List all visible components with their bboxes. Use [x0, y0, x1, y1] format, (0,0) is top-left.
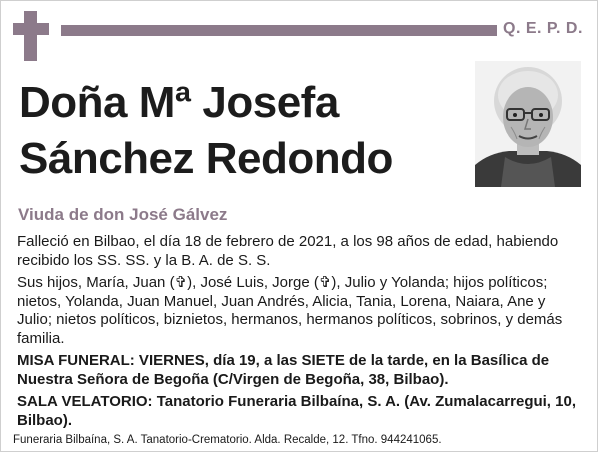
qepd-label: Q. E. P. D. [503, 20, 583, 37]
widow-subtitle: Viuda de don José Gálvez [18, 205, 228, 224]
wake-room-info: SALA VELATORIO: Tanatorio Funeraria Bilbaína, S. A. (Av. Zumalacarregui, 10, Bilbao). [17, 393, 576, 429]
death-announcement: Falleció en Bilbao, el día 18 de febrero de 2021, a los 98 años de edad, habiendo recibido los SS. SS. y la B. A. de S. S. [17, 233, 559, 269]
family-list: Sus hijos, María, Juan (✞), José Luis, Jorge (✞), Julio y Yolanda; hijos políticos; nietos, Yolanda, Juan Manuel, Juan Andrés, Alicia, Tania, Lorena, Naiara, Ane y Julio; nietos políticos, biznietos, hermanos, hermanos políticos, sobrinos, y demás familia. [17, 274, 563, 347]
deceased-name-line1: Doña Mª Josefa [19, 78, 339, 127]
funeral-home-footer: Funeraria Bilbaína, S. A. Tanatorio-Crematorio. Alda. Recalde, 12. Tfno. 944241065. [13, 434, 442, 446]
deceased-name [19, 75, 459, 187]
deceased-name-line2: Sánchez Redondo [19, 134, 393, 183]
cross-icon [13, 11, 49, 61]
deceased-portrait [475, 61, 581, 187]
header-divider-bar [61, 25, 497, 36]
obituary-body [17, 233, 583, 434]
funeral-mass-info: MISA FUNERAL: VIERNES, día 19, a las SIETE de la tarde, en la Basílica de Nuestra Señora de Begoña (C/Virgen de Begoña, 38, Bilbao). [17, 352, 550, 388]
